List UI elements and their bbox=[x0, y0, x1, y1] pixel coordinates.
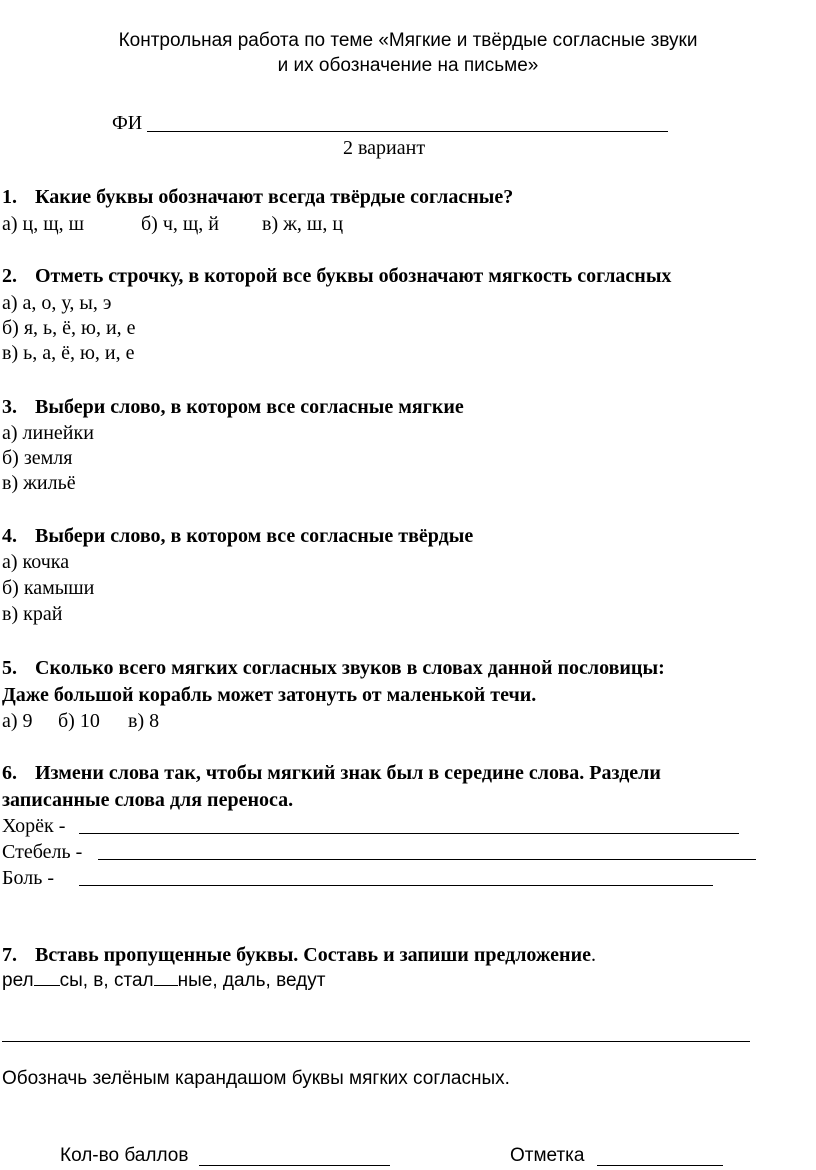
question-number: 3. bbox=[2, 396, 17, 418]
q5-option-a[interactable]: а) 9 bbox=[2, 710, 33, 732]
q6-text-continued: записанные слова для переноса. bbox=[2, 789, 294, 811]
question-2 bbox=[2, 263, 671, 289]
grade-answer-line[interactable] bbox=[597, 1165, 723, 1166]
q1-option-a[interactable]: а) ц, щ, ш bbox=[2, 213, 85, 235]
q1-option-b[interactable]: б) ч, щ, й bbox=[141, 213, 219, 235]
q2-option-c[interactable]: в) ь, а, ё, ю, и, е bbox=[2, 342, 135, 364]
q5-option-c[interactable]: в) 8 bbox=[128, 710, 160, 732]
q6-answer-line-3[interactable] bbox=[79, 885, 713, 886]
q6-answer-line-1[interactable] bbox=[79, 833, 739, 834]
question-number: 6. bbox=[2, 762, 17, 784]
question-1 bbox=[2, 184, 513, 210]
score-label: Кол-во баллов bbox=[60, 1145, 189, 1166]
q5-proverb: Даже большой корабль может затонуть от маленькой течи. bbox=[2, 684, 537, 706]
q7-part-1: рел bbox=[2, 970, 34, 991]
question-5 bbox=[2, 655, 665, 681]
q6-word-2: Стебель - bbox=[2, 841, 83, 863]
question-number: 7. bbox=[2, 944, 17, 966]
question-number: 5. bbox=[2, 657, 17, 679]
q7-gap-2[interactable] bbox=[154, 969, 178, 986]
question-text: Какие буквы обозначают всегда твёрдые согласные? bbox=[35, 186, 514, 208]
instruction-text: Обозначь зелёным карандашом буквы мягких согласных. bbox=[2, 1068, 510, 1089]
q6-answer-line-2[interactable] bbox=[98, 859, 756, 860]
question-text: Отметь строчку, в которой все буквы обозначают мягкость согласных bbox=[35, 265, 672, 287]
fi-answer-line[interactable] bbox=[147, 131, 668, 132]
question-text: Выбери слово, в котором все согласные мягкие bbox=[35, 396, 464, 418]
q3-option-c[interactable]: в) жильё bbox=[2, 472, 76, 494]
grade-label: Отметка bbox=[510, 1145, 585, 1166]
question-number: 4. bbox=[2, 525, 17, 547]
q7-answer-line[interactable] bbox=[2, 1041, 750, 1042]
variant-label: 2 вариант bbox=[343, 137, 426, 159]
q3-option-a[interactable]: а) линейки bbox=[2, 422, 94, 444]
q4-option-c[interactable]: в) край bbox=[2, 603, 63, 625]
question-number: 2. bbox=[2, 265, 17, 287]
question-3 bbox=[2, 394, 464, 420]
q5-option-b[interactable]: б) 10 bbox=[58, 710, 100, 732]
question-text: Измени слова так, чтобы мягкий знак был в середине слова. Раздели bbox=[35, 762, 661, 784]
q4-option-a[interactable]: а) кочка bbox=[2, 551, 70, 573]
q2-option-b[interactable]: б) я, ь, ё, ю, и, е bbox=[2, 317, 136, 339]
fi-label: ФИ bbox=[112, 112, 143, 134]
q3-option-b[interactable]: б) земля bbox=[2, 447, 73, 469]
q6-word-1: Хорёк - bbox=[2, 815, 66, 837]
question-4 bbox=[2, 523, 473, 549]
q1-option-c[interactable]: в) ж, ш, ц bbox=[262, 213, 344, 235]
question-text: Сколько всего мягких согласных звуков в словах данной пословицы: bbox=[35, 657, 665, 679]
q7-part-2: сы, в, стал bbox=[59, 970, 154, 991]
q4-option-b[interactable]: б) камыши bbox=[2, 577, 95, 599]
q7-gap-1[interactable] bbox=[34, 969, 60, 986]
score-answer-line[interactable] bbox=[199, 1165, 390, 1166]
question-number: 1. bbox=[2, 186, 17, 208]
q7-sentence bbox=[2, 969, 325, 993]
title-line-2: и их обозначение на письме» bbox=[277, 55, 539, 76]
title-line-1: Контрольная работа по теме «Мягкие и твёрдые согласные звуки bbox=[118, 30, 698, 51]
question-end-period: . bbox=[590, 944, 596, 966]
q7-part-3: ные, даль, ведут bbox=[177, 970, 326, 991]
q2-option-a[interactable]: а) а, о, у, ы, э bbox=[2, 292, 112, 314]
question-text: Выбери слово, в котором все согласные твёрдые bbox=[35, 525, 474, 547]
question-text: Вставь пропущенные буквы. Составь и запиши предложение bbox=[35, 944, 591, 966]
question-7 bbox=[2, 942, 596, 968]
q6-word-3: Боль - bbox=[2, 867, 54, 889]
question-6 bbox=[2, 760, 661, 786]
